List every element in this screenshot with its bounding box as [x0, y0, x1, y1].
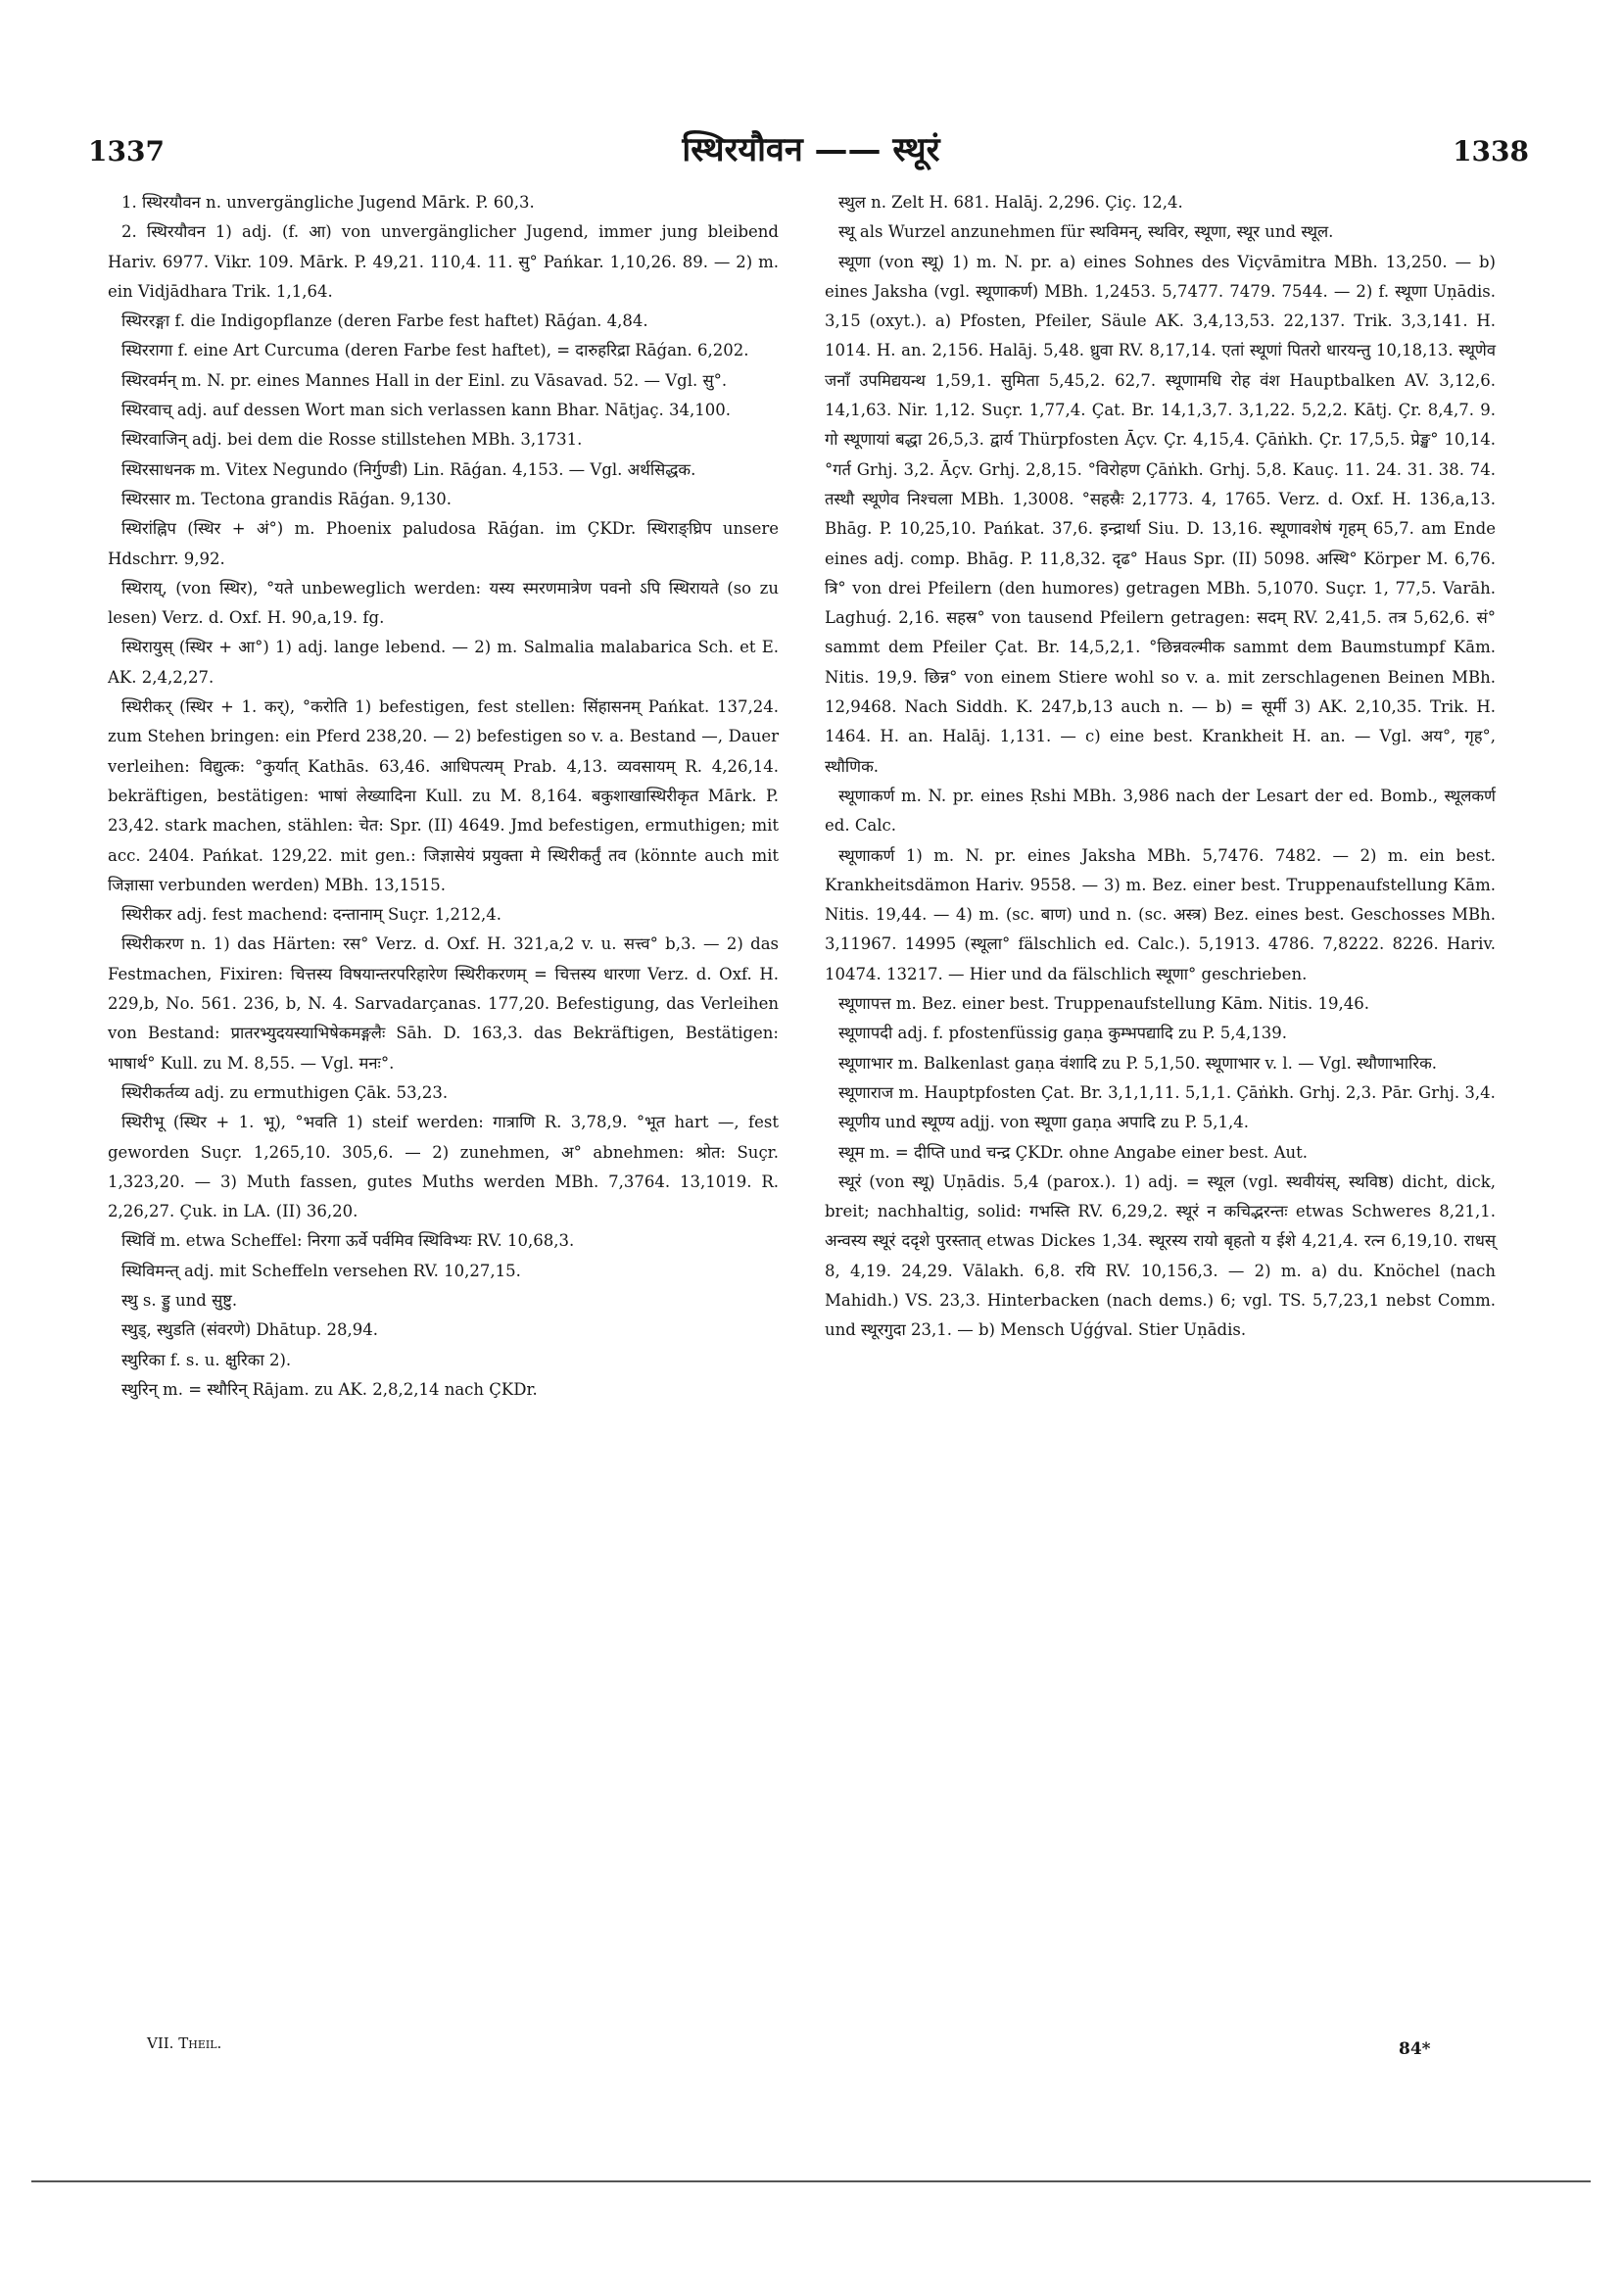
dictionary-entry: स्थूणीय und स्थूण्य adjj. von स्थूणा gaṇa अपादि zu P. 5,1,4. — [838, 1113, 1250, 1132]
dictionary-entry: स्थूणापदी adj. f. pfostenfüssig gaṇa कुम्भपद्यादि zu P. 5,4,139. — [838, 1024, 1288, 1043]
dictionary-entry: स्थिविं m. etwa Scheffel: निरगा ऊर्वे पर्वमिव स्थिविभ्यः RV. 10,68,3. — [121, 1231, 575, 1251]
dictionary-entry: स्थूणा (von स्थू) 1) m. N. pr. a) eines Sohnes des Viçvāmitra MBh. 13,250. — b) eines Jaksha (vgl. स्थूणाकर्ण) MBh. 1,2453. 5,7477. 7479. 7544. — 2) f. स्थूणा Uṇādis. 3,15 (oxyt.). a) Pfosten, Pfeiler, Säule AK. 3,4,13,53. 22,137. Trik. 3,3,141. H. 1014. H. an. 2,156. Halāj. 5,48. ध्रुवा RV. 8,17,14. एतां स्थूणां पितरो धारयन्तु 10,18,13. स्थूणेव जनाँ उपमिद्ययन्थ 1,59,1. सुमिता 5,45,2. 62,7. स्थूणामधि रोह वंश Hauptbalken AV. 3,12,6. 14,1,63. Nir. 1,12. Suçr. 1,77,4. Çat. Br. 14,1,3,7. 3,1,22. 5,2,2. Kātj. Çr. 8,4,7. 9. गो स्थूणायां बद्धा 26,5,3. द्वार्य Thürpfosten Āçv. Çr. 4,15,4. Çāṅkh. Çr. 17,5,5. प्रेङ्ख° 10,14. °गर्त Grhj. 3,2. Āçv. Grhj. 2,8,15. °विरोहण Çāṅkh. Grhj. 5,8. Kauç. 11. 24. 31. 38. 74. तस्थौ स्थूणेव निश्चला MBh. 1,3008. °सहस्रैः 2,1773. 4, 1765. Verz. d. Oxf. H. 136,a,13. Bhāg. P. 10,25,10. Pańkat. 37,6. इन्द्रार्था Siu. D. 13,16. स्थूणावशेषं गृहम् 65,7. am Ende eines adj. comp. Bhāg. P. 11,8,32. दृढ° Haus Spr. (II) 5098. अस्थि° Körper M. 6,76. त्रि° von drei Pfeilern (den humores) getragen MBh. 5,1070. Suçr. 1, 77,5. Varāh. Laghuǵ. 2,16. सहस्र° von tausend Pfeilern getragen: सदम् RV. 2,41,5. तत्र 5,62,6. सं° sammt dem Pfeiler Çat. Br. 14,5,2,1. °छिन्नवल्मीक sammt dem Baumstumpf Kām. Nitis. 19,9. छिन्न° von einem Stiere wohl so v. a. mit zerschlagenen Beinen MBh. 12,9468. Nach Siddh. K. 247,b,13 auch n. — b) = सूर्मी 3) AK. 2,10,35. Trik. H. 1464. H. an. Halāj. 1,131. — c) eine best. Krankheit H. an. — Vgl. अय°, गृह°, स्थौणिक. — [825, 252, 1496, 776]
dictionary-entry: स्थुरिका f. s. u. क्षुरिका 2). — [121, 1350, 292, 1369]
dictionary-entry: स्थु s. ड्डु und सुष्टु. — [121, 1290, 238, 1310]
dictionary-entry: स्थिरीभू (स्थिर + 1. भू), °भवति 1) steif werden: गात्राणि R. 3,78,9. °भूत hart —, fest geworden Suçr. 1,265,10. 305,6. — 2) zunehmen, अ° abnehmen: श्रोत: Suçr. 1,323,20. — 3) Muth fassen, gutes Muths werden MBh. 7,3764. 13,1019. R. 2,26,27. Çuk. in LA. (II) 36,20. — [108, 1113, 779, 1221]
dictionary-entry: स्थुल n. Zelt H. 681. Halāj. 2,296. Çiç. 12,4. — [838, 193, 1183, 212]
dictionary-entry: स्थिरीकर adj. fest machend: दन्तानाम् Suçr. 1,212,4. — [121, 905, 501, 925]
dictionary-entry: स्थिररागा f. eine Art Curcuma (deren Farbe fest haftet), = दारुहरिद्रा Rāǵan. 6,202. — [121, 341, 749, 360]
dictionary-entry: स्थूणापत्त m. Bez. einer best. Truppenaufstellung Kām. Nitis. 19,46. — [838, 994, 1369, 1014]
dictionary-entry: स्थिरीकर् (स्थिर + 1. कर्), °करोति 1) befestigen, fest stellen: सिंहासनम् Pańkat. 137,24. zum Stehen bringen: ein Pferd 238,20. — 2) befestigen so v. a. Bestand —, Dauer verleihen: विद्युत्क: °कुर्यात् Kathās. 63,46. आधिपत्यम् Prab. 4,13. व्यवसायम् R. 4,26,14. bekräftigen, bestätigen: भाषां लेख्यादिना Kull. zu M. 8,164. बकुशाखास्थिरीकृत Mārk. P. 23,42. stark machen, stählen: चेत: Spr. (II) 4649. Jmd befestigen, ermuthigen; mit acc. 2404. Pańkat. 129,22. mit gen.: जिज्ञासेयं प्रयुक्ता मे स्थिरीकर्तुं तव (könnte auch mit जिज्ञासा verbunden werden) MBh. 13,1515. — [108, 697, 780, 894]
scan-edge-line — [31, 2180, 1591, 2182]
dictionary-entry: 1. स्थिरयौवन n. unvergängliche Jugend Mārk. P. 60,3. — [121, 193, 535, 212]
dictionary-entry: स्थिविमन्त् adj. mit Scheffeln versehen RV. 10,27,15. — [121, 1261, 521, 1280]
dictionary-entry: स्थूणाराज m. Hauptpfosten Çat. Br. 3,1,1,11. 5,1,1. Çāṅkh. Grhj. 2,3. Pār. Grhj. 3,4. — [838, 1082, 1496, 1102]
dictionary-entry: स्थिराय्, (von स्थिर), °यते unbeweglich werden: यस्य स्मरणमात्रेण पवनो ऽपि स्थिरायते (so zu lesen) Verz. d. Oxf. H. 90,a,19. fg. — [108, 578, 779, 628]
dictionary-entry: स्थिरवाच् adj. auf dessen Wort man sich verlassen kann Bhar. Nātjaç. 34,100. — [121, 401, 732, 420]
dictionary-entry: स्थिररङ्गा f. die Indigopflanze (deren Farbe fest haftet) Rāǵan. 4,84. — [121, 311, 648, 331]
sheet-signature: 84* — [1399, 2039, 1431, 2059]
dictionary-entry: स्थुड्, स्थुडति (संवरणे) Dhātup. 28,94. — [121, 1320, 378, 1340]
dictionary-entry: स्थिरीकरण n. 1) das Härten: रस° Verz. d. Oxf. H. 321,a,2 v. u. सत्त्व° b,3. — 2) das Festmachen, Fixiren: चित्तस्य विषयान्तरपरिहारेण स्थिरीकरणम् = चित्तस्य धारणा Verz. d. Oxf. H. 229,b, No. 561. 236, b, N. 4. Sarvadarçanas. 177,20. Befestigung, das Verleihen von Bestand: प्रातरभ्युदयस्याभिषेकमङ्गलैः Sāh. D. 163,3. das Bekräftigen, Bestätigen: भाषार्थ° Kull. zu M. 8,55. — Vgl. मनः°. — [108, 934, 779, 1073]
volume-signature: VII. Theil. — [147, 2034, 222, 2052]
dictionary-entry: स्थूणाकर्ण 1) m. N. pr. eines Jaksha MBh. 5,7476. 7482. — 2) m. ein best. Krankheitsdämon Hariv. 9558. — 3) m. Bez. einer best. Truppenaufstellung Kām. Nitis. 19,44. — 4) m. (sc. बाण) und n. (sc. अस्त्र) Bez. eines best. Geschosses MBh. 3,11967. 14995 (स्थूला° fälschlich ed. Calc.). 5,1913. 4786. 7,8222. 8226. Hariv. 10474. 13217. — Hier und da fälschlich स्थूणा° geschrieben. — [825, 845, 1496, 983]
dictionary-entry: स्थिरसार m. Tectona grandis Rāǵan. 9,130. — [121, 489, 452, 508]
page-number-left: 1337 — [88, 135, 165, 167]
left-column — [108, 188, 779, 1405]
dictionary-entry: स्थिरसाधनक m. Vitex Negundo (निर्गुण्डी) Lin. Rāǵan. 4,153. — Vgl. अर्थसिद्धक. — [121, 459, 696, 479]
dictionary-entry: स्थूम m. = दीप्ति und चन्द्र ÇKDr. ohne Angabe einer best. Aut. — [838, 1142, 1308, 1162]
dictionary-entry: स्थूरं (von स्थू) Uṇādis. 5,4 (parox.). 1) adj. = स्थूल (vgl. स्थवीयंस्, स्थविष्ठ) dicht, dick, breit; nachhaltig, solid: गभस्ति RV. 6,29,2. स्थूरं न कचिद्भरन्तः etwas Schweres 8,21,1. अन्वस्य स्थूरं ददृशे पुरस्तात् etwas Dickes 1,34. स्थूरस्य रायो बृहतो य ईशे 4,21,4. रत्न 6,19,10. राधस् 8, 4,19. 24,29. Vālakh. 6,8. रयि RV. 10,156,3. — 2) m. a) du. Knöchel (nach Mahidh.) VS. 23,3. Hinterbacken (nach dems.) 6; vgl. TS. 5,7,23,1 nebst Comm. und स्थूरगुदा 23,1. — b) Mensch Uǵǵval. Stier Uṇādis. — [825, 1172, 1496, 1340]
dictionary-entry: स्थिरायुस् (स्थिर + आ°) 1) adj. lange lebend. — 2) m. Salmalia malabarica Sch. et E. AK. 2,4,2,27. — [108, 638, 779, 687]
running-title: स्थिरयौवन —— स्थूरं — [682, 130, 940, 169]
dictionary-entry: स्थिरवर्मन् m. N. pr. eines Mannes Hall in der Einl. zu Vāsavad. 52. — Vgl. सु°. — [121, 370, 728, 390]
dictionary-entry: स्थुरिन् m. = स्थौरिन् Rājam. zu AK. 2,8,2,14 nach ÇKDr. — [121, 1379, 538, 1399]
page-number-right: 1338 — [1453, 135, 1529, 167]
dictionary-entry: स्थूणाभार m. Balkenlast gaṇa वंशादि zu P. 5,1,50. स्थूणाभार v. l. — Vgl. स्थौणाभारिक. — [838, 1053, 1437, 1073]
dictionary-entry: स्थिरांह्निप (स्थिर + अं°) m. Phoenix paludosa Rāǵan. im ÇKDr. स्थिराङ्घ्रिप unsere Hdschrr. 9,92. — [108, 519, 779, 568]
dictionary-entry: स्थूणाकर्ण m. N. pr. eines Ṛshi MBh. 3,986 nach der Lesart der ed. Bomb., स्थूलकर्ण ed. Calc. — [825, 786, 1496, 836]
dictionary-entry: स्थिरवाजिन् adj. bei dem die Rosse stillstehen MBh. 3,1731. — [121, 430, 583, 450]
dictionary-entry: 2. स्थिरयौवन 1) adj. (f. आ) von unvergänglicher Jugend, immer jung bleibend Hariv. 6977. Vikr. 109. Mārk. P. 49,21. 110,4. 11. सु° Pańkar. 1,10,26. 89. — 2) m. ein Vidjādhara Trik. 1,1,64. — [108, 222, 779, 301]
dictionary-entry: स्थू als Wurzel anzunehmen für स्थविमन्, स्थविर, स्थूणा, स्थूर und स्थूल. — [838, 222, 1334, 242]
dictionary-entry: स्थिरीकर्तव्य adj. zu ermuthigen Çāk. 53,23. — [121, 1082, 449, 1102]
right-column — [825, 188, 1496, 1346]
